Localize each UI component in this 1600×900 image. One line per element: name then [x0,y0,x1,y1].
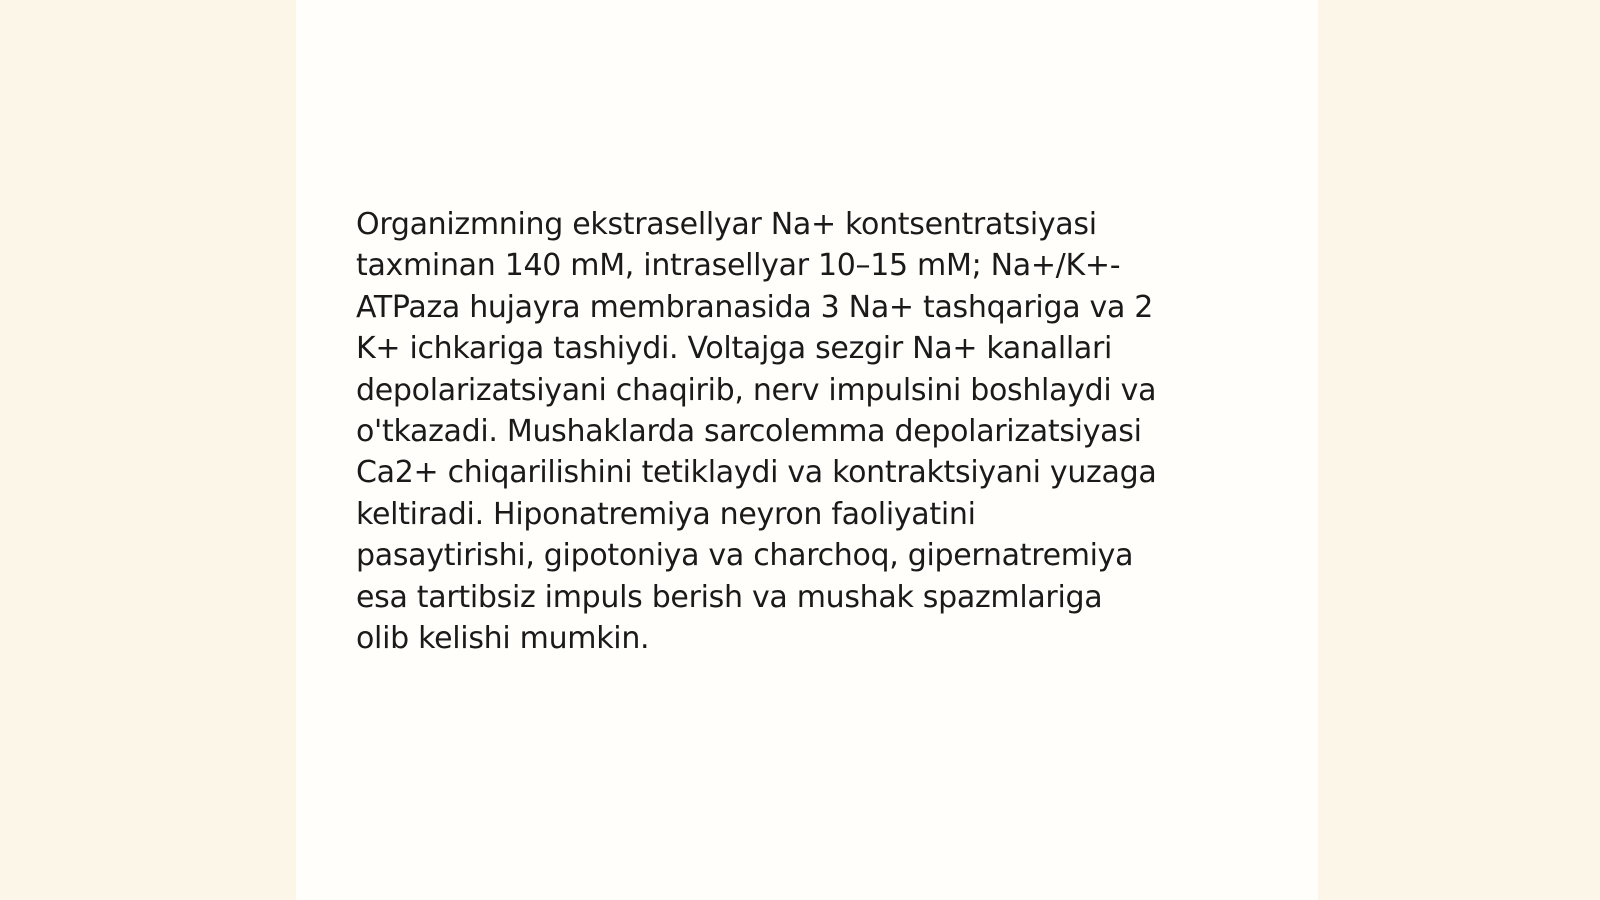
body-paragraph [356,204,1246,659]
paragraph-line: taxminan 140 mM, intrasellyar 10–15 mM; Na+/K+- [356,248,1121,284]
paragraph-line: Organizmning ekstrasellyar Na+ kontsentratsiyasi [356,207,1097,242]
paragraph-line: o'tkazadi. Mushaklarda sarcolemma depolarizatsiyasi [356,414,1142,450]
paragraph-line: keltiradi. Hiponatremiya neyron faoliyatini [356,496,976,532]
paragraph-line: ATPaza hujayra membranasida 3 Na+ tashqariga va 2 [356,289,1154,325]
paragraph-line: K+ ichkariga tashiydi. Voltajga sezgir Na+ kanallari [356,331,1113,367]
paragraph-line: Ca2+ chiqarilishini tetiklaydi va kontraktsiyani yuzaga [356,455,1157,491]
paragraph-line: esa tartibsiz impuls berish va mushak spazmlariga [356,579,1103,615]
document-page [296,0,1318,900]
paragraph-line: pasaytirishi, gipotoniya va charchoq, gipernatremiya [356,538,1134,574]
paragraph-line: depolarizatsiyani chaqirib, nerv impulsini boshlaydi va [356,372,1157,408]
paragraph-line: olib kelishi mumkin. [356,621,650,657]
